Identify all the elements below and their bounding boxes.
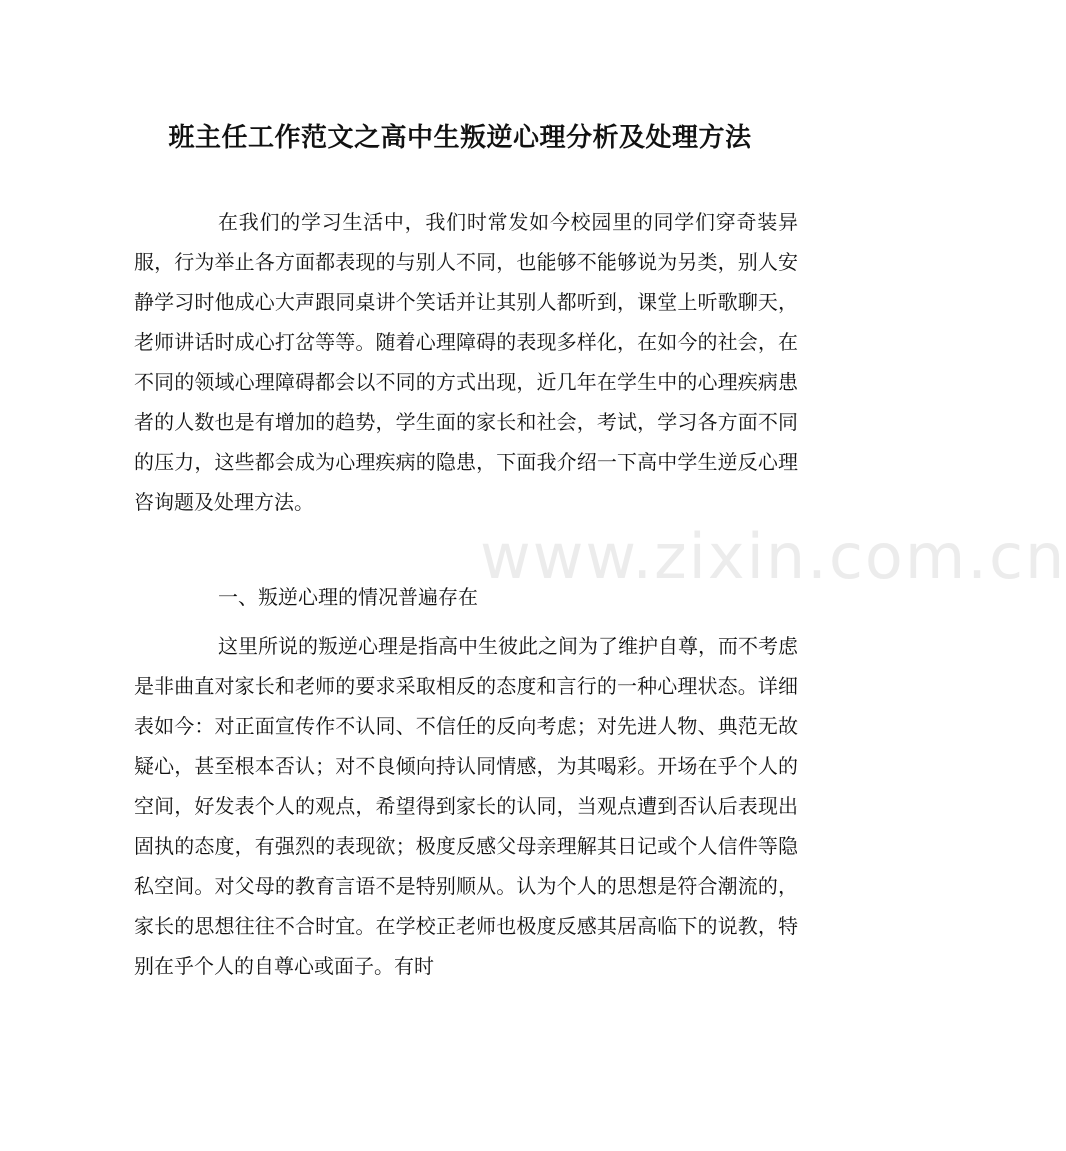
document-title: 班主任工作范文之高中生叛逆心理分析及处理方法 [168, 123, 752, 153]
paragraph-intro: 在我们的学习生活中，我们时常发如今校园里的同学们穿奇装异服，行为举止各方面都表现的与别人不同，也能够不能够说为另类，别人安静学习时他成心大声跟同桌讲个笑话并让其别人都听到，课堂上听歌聊天，老师讲话时成心打岔等等。随着心理障碍的表现多样化，在如今的社会，在不同的领域心理障碍都会以不同的方式出现，近几年在学生中的心理疾病患者的人数也是有增加的趋势，学生面的家长和社会，考试，学习各方面不同的压力，这些都会成为心理疾病的隐患，下面我介绍一下高中学生逆反心理咨询题及处理方法。 [134, 210, 798, 514]
section-heading-1: 一、叛逆心理的情况普遍存在 [218, 585, 478, 609]
paragraph-section-1: 这里所说的叛逆心理是指高中生彼此之间为了维护自尊，而不考虑是非曲直对家长和老师的要求采取相反的态度和言行的一种心理状态。详细表如今：对正面宣传作不认同、不信任的反向考虑；对先进人物、典范无故疑心，甚至根本否认；对不良倾向持认同情感，为其喝彩。开场在乎个人的空间，好发表个人的观点，希望得到家长的认同，当观点遭到否认后表现出固执的态度，有强烈的表现欲；极度反感父母亲理解其日记或个人信件等隐私空间。对父母的教育言语不是特别顺从。认为个人的思想是符合潮流的，家长的思想往往不合时宜。在学校正老师也极度反感其居高临下的说教，特别在乎个人的自尊心或面子。有时 [134, 634, 798, 978]
watermark: www.zixin.com.cn [480, 520, 1066, 593]
